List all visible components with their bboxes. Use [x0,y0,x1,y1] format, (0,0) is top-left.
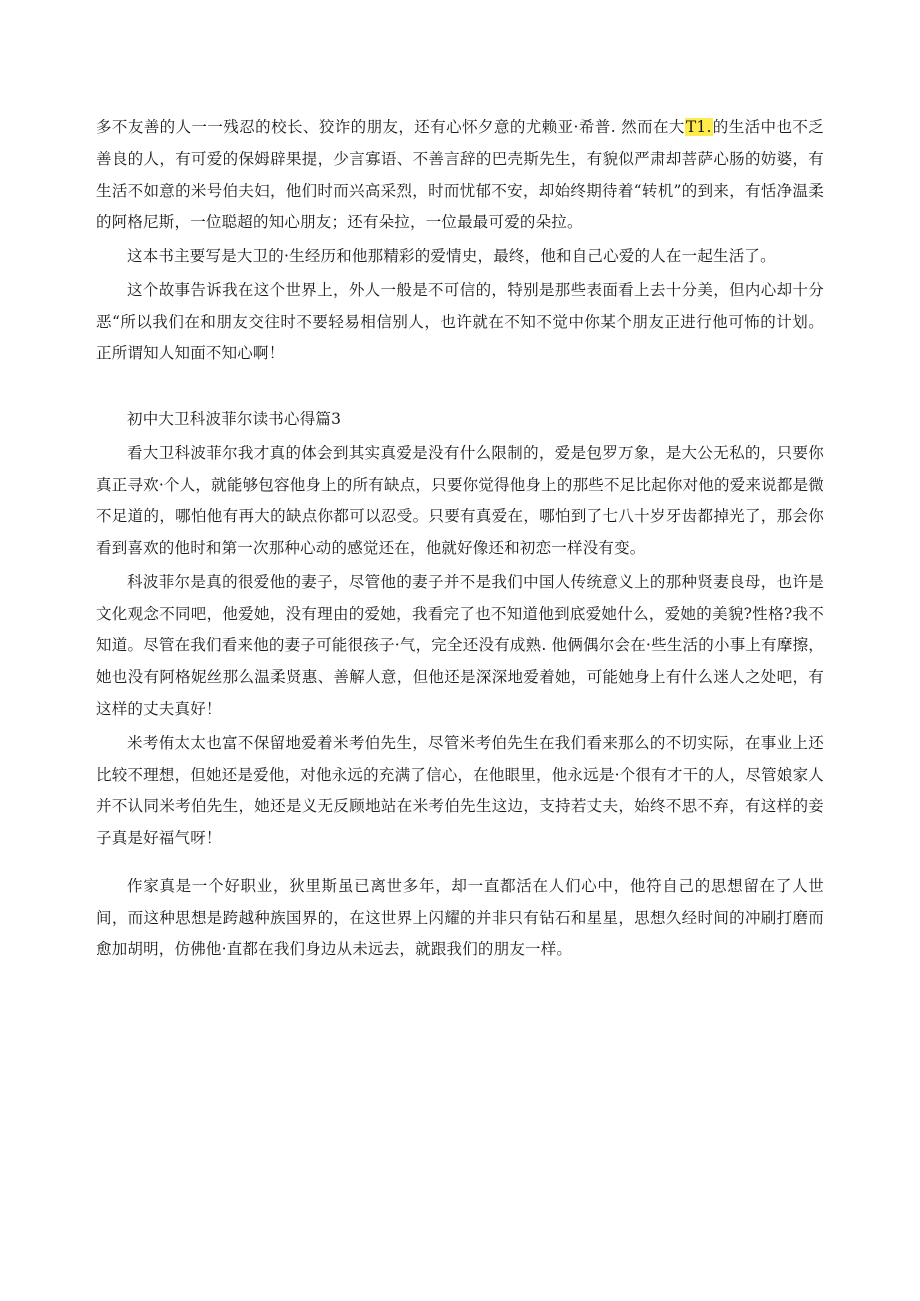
paragraph-spacer [96,372,824,386]
text-run: 科波菲尔是真的很爱他的妻子，尽管他的妻子并不是我们中国人传统意义上的那种贤妻良母，也许是文化观念不同吧，他爱她，没有理由的爱她，我看完了也不知道他到底爱她什么，爱她的美貌?性格?我不知道。尽管在我们看来他的妻子可能很孩子·气，完全还没有成熟. 他俩偶尔会在·些生活的小事上有摩擦，她也没有阿格妮丝那么温柔贤惠、善解人意，但他还是深深地爱着她，可能她身上有什么迷人之处吧，有这样的丈夫真好！ [96,572,824,719]
text-run: 这个故事告诉我在这个世界上，外人一般是不可信的，特别是那些表面看上去十分美，但内心却十分恶“所以我们在和朋友交往时不要轻易相信别人，也许就在不知不觉中你某个朋友正进行他可怖的计划。正所谓知人知面不知心啊！ [96,280,824,363]
body-paragraph [96,275,824,370]
text-run: 初中大卫科波菲尔读书心得篇3 [127,410,342,429]
body-paragraph [96,241,824,273]
paragraph-spacer [96,857,824,871]
body-paragraph [96,567,824,726]
text-run: 这本书主要写是大卫的·生经历和他那精彩的爱情史，最终，他和自己心爱的人在一起生活了。 [127,247,776,266]
document-body [96,112,824,966]
text-run: 米考侑太太也富不保留地爱着米考伯先生，尽管米考伯先生在我们看来那么的不切实际，在事业上还比较不理想，但她还是爱他，对他永远的充满了信心，在他眼里，他永远是·个很有才干的人，尽管娘家人并不认同米考伯先生，她还是义无反顾地站在米考伯先生这边，支持若丈夫，始终不思不弃，有这样的妾子真是好福气呀！ [96,733,824,848]
body-paragraph [96,871,824,966]
body-paragraph [96,438,824,565]
text-run: 作家真是一个好职业，狄里斯虽已离世多年，却一直都活在人们心中，他符自己的思想留在了人世间，而这种思想是跨越种族国界的，在这世界上闪耀的并非只有钻石和星星，思想久经时间的冲刷打磨而愈加胡明，仿佛他·直都在我们身边从未远去，就跟我们的朋友一样。 [96,876,824,959]
highlighted-text: T1. [685,118,712,136]
body-paragraph [96,112,824,239]
text-run: 的生活中也不乏善良的人，有可爱的保姆辟果提，少言寡语、不善言辞的巴壳斯先生，有貌似严肃却菩萨心肠的妨婆，有生活不如意的米号伯夫妇，他们时而兴高采烈，时而忧郁不安，却始终期待着“转机”的到来，有恬净温柔的阿格尼斯，一位聪超的知心朋友；还有朵拉，一位最最可爱的朵拉。 [96,118,824,232]
body-paragraph [96,728,824,855]
text-run: 看大卫科波菲尔我才真的体会到其实真爱是没有什么限制的，爱是包罗万象，是大公无私的，只要你真正寻欢·个人，就能够包容他身上的所有缺点，只要你觉得他身上的那些不足比起你对他的爱来说都是微不足道的，哪怕他有再大的缺点你都可以忍受。只要有真爱在，哪怕到了七八十岁牙齿都掉光了，那会你看到喜欢的他时和第一次那种心动的感觉还在，他就好像还和初恋一样没有变。 [96,443,824,558]
section-heading [96,404,824,436]
text-run: 多不友善的人一一残忍的校长、狡诈的朋友，还有心怀夕意的尤赖亚·希普. 然而在大 [96,118,685,136]
